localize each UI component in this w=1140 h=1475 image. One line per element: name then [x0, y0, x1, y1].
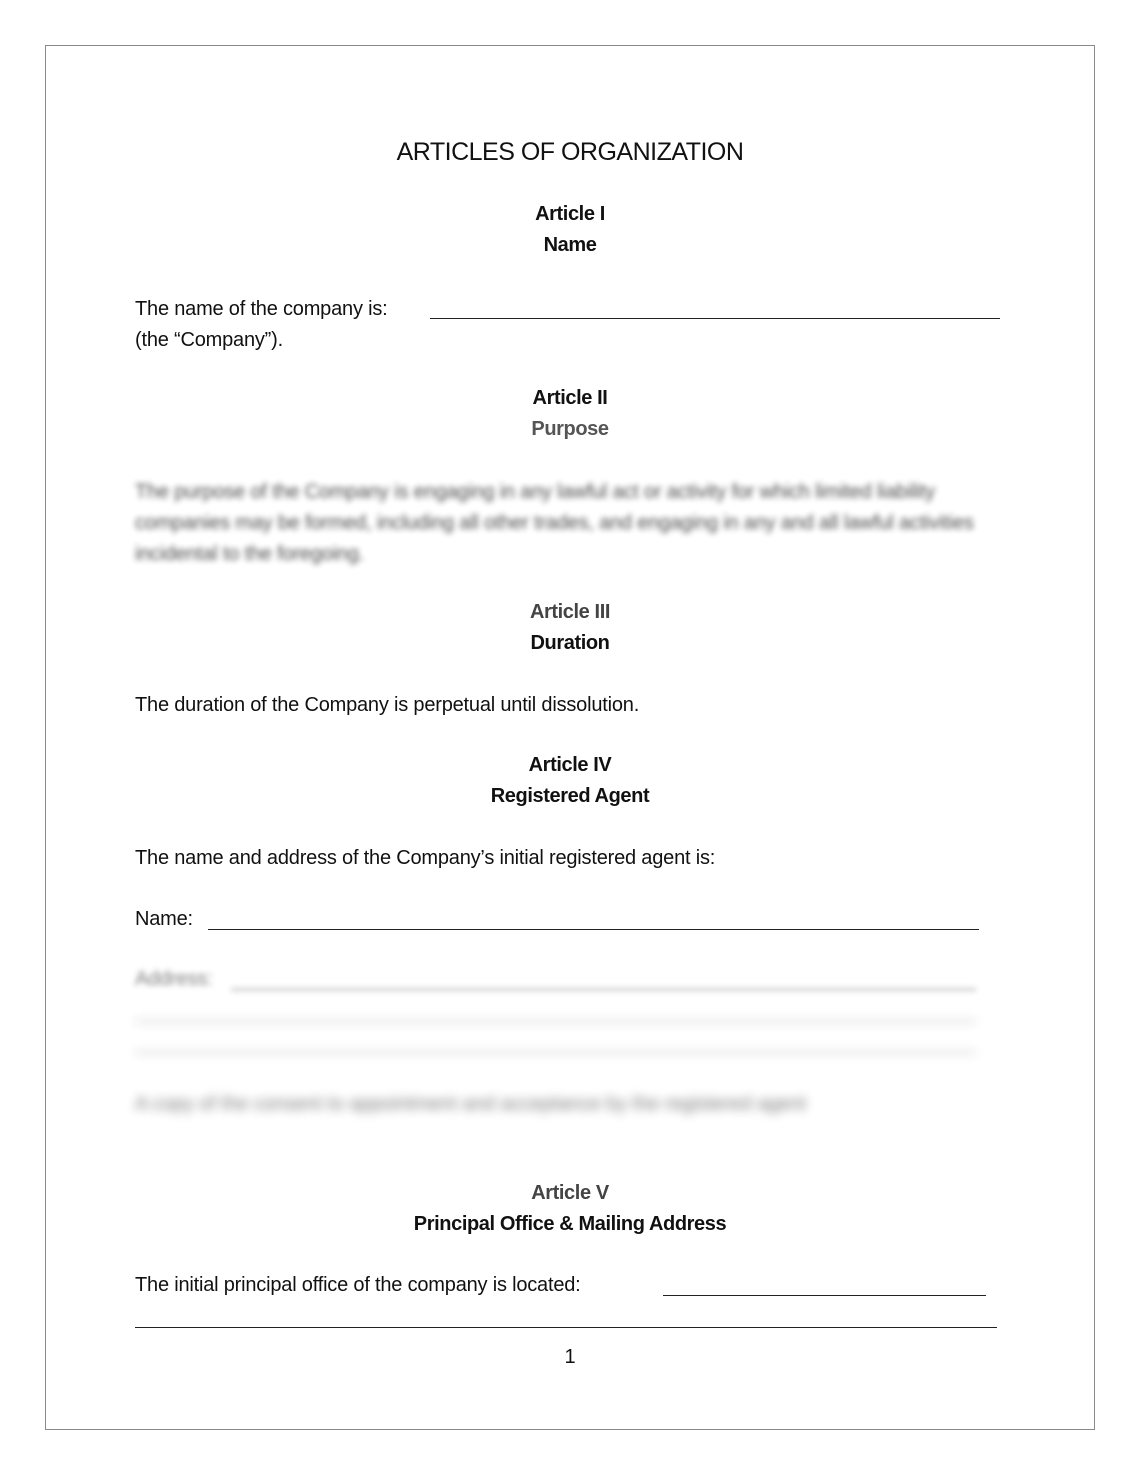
company-name-label: The name of the company is:	[135, 298, 388, 320]
article-3-body: The duration of the Company is perpetual until dissolution.	[135, 694, 640, 716]
company-defined-term: (the “Company”).	[135, 329, 283, 351]
article-2-title: Purpose	[531, 418, 609, 440]
agent-name-blank[interactable]	[208, 929, 979, 930]
agent-address-blank-1[interactable]	[231, 989, 976, 990]
agent-address-label: Address:	[135, 968, 213, 990]
document-page	[45, 45, 1095, 1430]
principal-office-blank-1[interactable]	[663, 1295, 986, 1296]
article-3-title: Duration	[530, 632, 610, 654]
registered-agent-intro: The name and address of the Company’s initial registered agent is:	[135, 847, 716, 869]
company-name-blank[interactable]	[430, 318, 1000, 319]
article-2-number: Article II	[532, 387, 608, 409]
article-5-number: Article V	[531, 1182, 609, 1204]
article-4-number: Article IV	[528, 754, 612, 776]
article-4-title: Registered Agent	[490, 785, 650, 807]
principal-office-label: The initial principal office of the company is located:	[135, 1274, 581, 1296]
document-title: ARTICLES OF ORGANIZATION	[396, 138, 744, 166]
article-5-heading	[46, 1178, 1094, 1240]
article-1-heading	[46, 199, 1094, 261]
article-4-heading	[46, 750, 1094, 812]
page-number: 1	[564, 1346, 576, 1368]
article-3-number: Article III	[529, 601, 611, 623]
article-2-body: The purpose of the Company is engaging in any lawful act or activity for which limited liability companies may be formed, including all other trades, and engaging in any and all lawful activities incidental to the foregoing.	[135, 481, 974, 565]
agent-address-blank-3[interactable]	[135, 1052, 976, 1053]
agent-acceptance-text: A copy of the consent to appointment and acceptance by the registered agent	[135, 1093, 807, 1115]
article-1-title: Name	[543, 234, 597, 256]
article-3-heading	[46, 597, 1094, 659]
agent-name-label: Name:	[135, 908, 193, 930]
agent-address-blank-2[interactable]	[135, 1021, 976, 1022]
article-1-body	[135, 294, 1015, 356]
article-1-number: Article I	[535, 203, 605, 225]
article-2-heading	[46, 383, 1094, 445]
article-5-title: Principal Office & Mailing Address	[413, 1213, 727, 1235]
principal-office-blank-2[interactable]	[135, 1327, 997, 1328]
